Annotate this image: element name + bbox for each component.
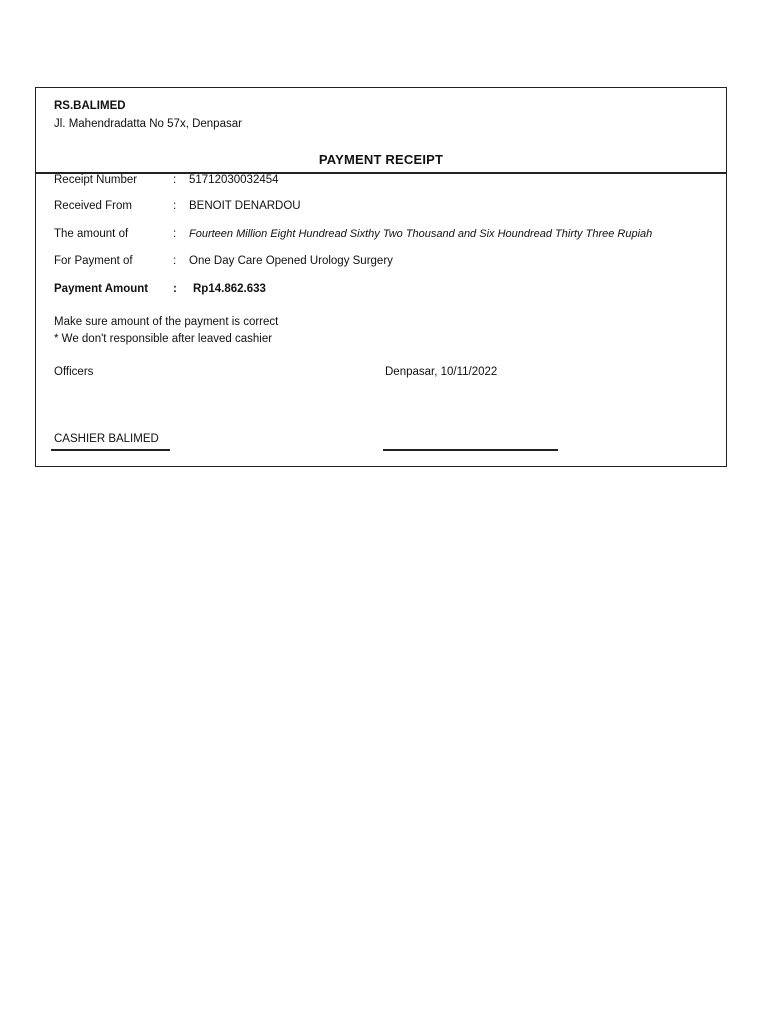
payment-amount-value: Rp14.862.633 [193, 283, 266, 295]
field-label: The amount of [54, 228, 129, 240]
field-label: Received From [54, 200, 132, 212]
field-payment-for [54, 255, 716, 271]
payment-for-value: One Day Care Opened Urology Surgery [189, 255, 393, 267]
amount-in-words-value: Fourteen Million Eight Hundread Sixthy Two Thousand and Six Houndread Thirty Three Rupiah [189, 228, 653, 240]
payer-signature-line [383, 449, 558, 451]
note-line-2: * We don't responsible after leaved cashier [54, 333, 273, 345]
organization-address: Jl. Mahendradatta No 57x, Denpasar [54, 118, 242, 130]
place-date: Denpasar, 10/11/2022 [385, 366, 498, 378]
field-payment-amount [54, 283, 716, 299]
field-received-from [54, 200, 716, 216]
field-receipt-number [54, 174, 716, 190]
received-from-value: BENOIT DENARDOU [189, 200, 301, 212]
cashier-signature-line [51, 449, 170, 451]
cashier-name: CASHIER BALIMED [54, 433, 159, 445]
officers-label: Officers [54, 366, 94, 378]
field-colon: : [173, 283, 177, 295]
field-label: For Payment of [54, 255, 133, 267]
receipt-number-value: 51712030032454 [189, 174, 279, 186]
payment-receipt [35, 87, 727, 467]
receipt-title: PAYMENT RECEIPT [318, 152, 444, 167]
field-label: Payment Amount [54, 283, 149, 295]
field-amount-in-words [54, 228, 716, 244]
field-colon: : [173, 255, 177, 267]
note-line-1: Make sure amount of the payment is correct [54, 316, 279, 328]
field-colon: : [173, 228, 177, 240]
field-label: Receipt Number [54, 174, 138, 186]
organization-name: RS.BALIMED [54, 100, 126, 112]
field-colon: : [173, 200, 177, 212]
field-colon: : [173, 174, 177, 186]
